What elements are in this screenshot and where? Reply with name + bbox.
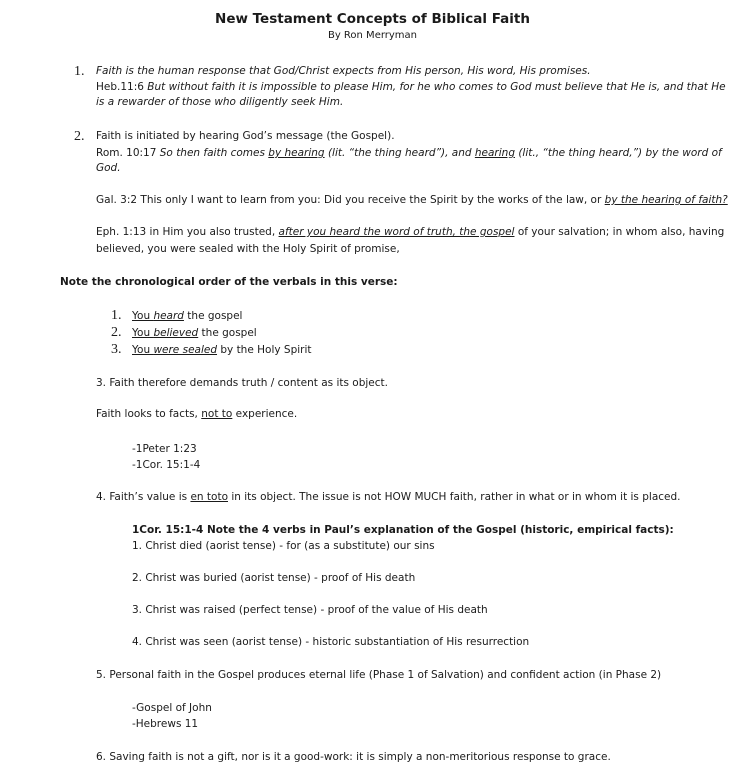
- facts-underline: not to: [201, 408, 233, 420]
- item-4-text-a: 4. Faith’s value is: [96, 491, 188, 503]
- heb-quote-line-2: is a rewarder of those who diligently seek Him.: [96, 96, 344, 108]
- item-5-text: 5. Personal faith in the Gospel produces eternal life (Phase 1 of Salvation) and confident action (in Phase 2): [96, 669, 662, 681]
- verbal-3-rest: by the Holy Spirit: [217, 344, 312, 356]
- gal-verse: [96, 193, 728, 207]
- eph-verse-line-2: believed, you were sealed with the Holy Spirit of promise,: [96, 243, 400, 255]
- heb-quote-line-1: But without faith it is impossible to please Him, for he who comes to God must believe that He is, and that He: [147, 81, 726, 93]
- reference-hebrews-11: -Hebrews 11: [132, 718, 199, 730]
- author-byline: By Ron Merryman: [327, 30, 418, 41]
- verbal-1-rest: the gospel: [183, 310, 243, 322]
- facts-text-b: experience.: [235, 408, 298, 420]
- rom-text-c: (lit., “the thing heard,”) by the word of: [518, 147, 722, 159]
- reference-1cor: -1Cor. 15:1-4: [132, 459, 201, 471]
- rom-reference: Rom. 10:17: [96, 147, 157, 159]
- item-1-text: Faith is the human response that God/Christ expects from His person, His word, His promises.: [96, 65, 591, 77]
- verbal-2: [132, 326, 257, 340]
- rom-underline-1: by hearing: [268, 147, 325, 159]
- item-4-underline: en toto: [190, 491, 228, 503]
- item-4-text-b: in its object. The issue is not HOW MUCH faith, rather in what or in whom it is placed.: [231, 491, 681, 503]
- item-6-text: 6. Saving faith is not a gift, nor is it a good-work: it is simply a non-meritorious response to grace.: [96, 751, 611, 763]
- eph-verse-line-1: [96, 225, 724, 239]
- item-1-number: 1.: [74, 64, 85, 79]
- verbal-1-subject: You heard: [132, 310, 184, 322]
- page-title: New Testament Concepts of Biblical Faith: [215, 11, 530, 27]
- cor-heading: 1Cor. 15:1-4 Note the 4 verbs in Paul’s explanation of the Gospel (historic, empirical facts):: [132, 524, 674, 536]
- item-1-verse: [96, 80, 726, 94]
- verb-2: 2. Christ was buried (aorist tense) - proof of His death: [132, 572, 416, 584]
- rom-verse-line-1: [96, 146, 722, 160]
- verb-3: 3. Christ was raised (perfect tense) - proof of the value of His death: [132, 604, 488, 616]
- verbal-1: [132, 309, 242, 323]
- verb-4: 4. Christ was seen (aorist tense) - historic substantiation of His resurrection: [132, 636, 530, 648]
- verbal-1-number: 1.: [111, 308, 122, 323]
- gal-underline: by the hearing of faith?: [604, 194, 728, 206]
- facts-text-a: Faith looks to facts,: [96, 408, 198, 420]
- verbal-3: [132, 343, 312, 357]
- gal-text: Gal. 3:2 This only I want to learn from you: Did you receive the Spirit by the works of the law, or: [96, 194, 602, 206]
- rom-text-b: (lit. “the thing heard”), and: [327, 147, 472, 159]
- eph-text-a: Eph. 1:13 in Him you also trusted,: [96, 226, 276, 238]
- eph-underline: after you heard the word of truth, the gospel: [278, 226, 515, 238]
- note-heading: Note the chronological order of the verbals in this verse:: [60, 276, 398, 288]
- facts-line: [96, 407, 297, 421]
- item-2-number: 2.: [74, 129, 85, 144]
- eph-text-b: of your salvation; in whom also, having: [517, 226, 725, 238]
- verbal-2-rest: the gospel: [198, 327, 257, 339]
- heb-reference: Heb.11:6: [96, 81, 144, 93]
- verbal-2-subject: You believed: [132, 327, 199, 339]
- rom-verse-line-2: God.: [96, 162, 121, 174]
- item-2-text: Faith is initiated by hearing God’s message (the Gospel).: [96, 130, 395, 142]
- item-4-text: [96, 490, 681, 504]
- rom-underline-2: hearing: [474, 147, 515, 159]
- reference-gospel-of-john: -Gospel of John: [132, 702, 212, 714]
- rom-text-a: So then faith comes: [159, 147, 265, 159]
- verbal-3-number: 3.: [111, 342, 122, 357]
- item-3-text: 3. Faith therefore demands truth / content as its object.: [96, 377, 388, 389]
- reference-1peter: -1Peter 1:23: [132, 443, 197, 455]
- verbal-2-number: 2.: [111, 325, 122, 340]
- verb-1: 1. Christ died (aorist tense) - for (as a substitute) our sins: [132, 540, 435, 552]
- verbal-3-subject: You were sealed: [132, 344, 218, 356]
